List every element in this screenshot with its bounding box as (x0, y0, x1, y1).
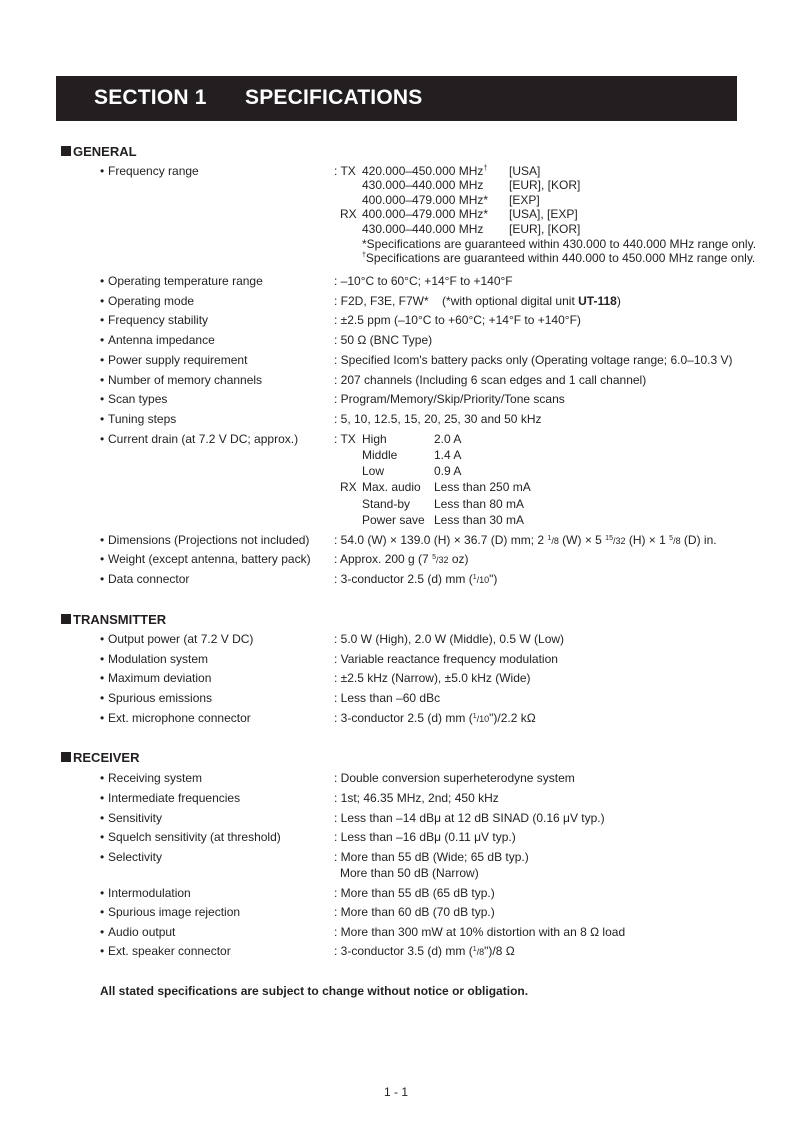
spec-value: : F2D, F3E, F7W* (*with optional digital unit UT-118) (334, 294, 621, 308)
spec-label-weight: • Weight (except antenna, battery pack) (100, 552, 311, 566)
spec-value: : 1st; 46.35 MHz, 2nd; 450 kHz (334, 791, 499, 805)
spec-value: : More than 55 dB (65 dB typ.) (334, 886, 495, 900)
spec-label: • Power supply requirement (100, 353, 248, 367)
transmitter-heading: TRANSMITTER (61, 611, 166, 627)
spec-value: : 5.0 W (High), 2.0 W (Middle), 0.5 W (Low) (334, 632, 565, 646)
spec-label: • Sensitivity (100, 811, 163, 825)
freq-value: 400.000–479.000 MHz* (362, 193, 489, 207)
spec-label: • Output power (at 7.2 V DC) (100, 632, 254, 646)
spec-label-frequency-range: • Frequency range (100, 164, 199, 178)
section-number: SECTION 1 (94, 86, 207, 109)
spec-value: : 207 channels (Including 6 scan edges and 1 call channel) (334, 373, 647, 387)
spec-value-data-connector: : 3-conductor 2.5 (d) mm ($^1$/10") (334, 572, 498, 586)
spec-value: : ±2.5 ppm (–10°C to +60°C; +14°F to +140°F) (334, 313, 581, 327)
receiver-heading: RECEIVER (61, 749, 139, 765)
freq-region: [EXP] (509, 193, 540, 207)
spec-label: • Frequency stability (100, 313, 209, 327)
spec-value: : More than 60 dB (70 dB typ.) (334, 905, 495, 919)
spec-label: • Squelch sensitivity (at threshold) (100, 830, 281, 844)
spec-label-dimensions: • Dimensions (Projections not included) (100, 533, 310, 547)
section-header-bar (56, 76, 737, 121)
spec-value: : Less than –16 dBμ (0.11 μV typ.) (334, 830, 516, 844)
square-bullet-icon (61, 146, 71, 156)
spec-value: : 50 Ω (BNC Type) (334, 333, 433, 347)
spec-value: : Specified Icom's battery packs only (Operating voltage range; 6.0–10.3 V) (334, 353, 733, 367)
spec-label: • Spurious image rejection (100, 905, 241, 919)
page-number: 1 - 1 (384, 1085, 409, 1099)
spec-label-current-drain: • Current drain (at 7.2 V DC; approx.) (100, 432, 299, 446)
spec-value-mic-connector: : 3-conductor 2.5 (d) mm ($^1$/10")/2.2 kΩ (334, 711, 536, 725)
freq-value: 420.000–450.000 MHz† (362, 164, 488, 178)
spec-label: • Modulation system (100, 652, 209, 666)
spec-value: : Less than –14 dBμ at 12 dB SINAD (0.16 μV typ.) (334, 811, 605, 825)
spec-label: • Receiving system (100, 771, 203, 785)
spec-label-speaker-connector: • Ext. speaker connector (100, 944, 231, 958)
spec-label: • Antenna impedance (100, 333, 215, 347)
general-heading: GENERAL (61, 143, 137, 159)
spec-value-speaker-connector: : 3-conductor 3.5 (d) mm ($^1$/8")/8 Ω (334, 944, 515, 958)
freq-value: 430.000–440.000 MHz (362, 222, 484, 236)
square-bullet-icon (61, 752, 71, 762)
spec-value: : Double conversion superheterodyne system (334, 771, 575, 785)
spec-value: : Less than –60 dBc (334, 691, 441, 705)
spec-label: • Intermediate frequencies (100, 791, 241, 805)
freq-prefix: : TX (334, 164, 356, 178)
spec-label-mic-connector: • Ext. microphone connector (100, 711, 251, 725)
spec-label: • Maximum deviation (100, 671, 212, 685)
spec-value: : Variable reactance frequency modulation (334, 652, 558, 666)
spec-value: : More than 55 dB (Wide; 65 dB typ.) (334, 850, 529, 864)
spec-value-weight: : Approx. 200 g (7 $^5$/32 oz) (334, 552, 469, 566)
freq-region: [USA] (509, 164, 541, 178)
freq-value: 400.000–479.000 MHz* (362, 207, 489, 221)
freq-value: 430.000–440.000 MHz (362, 178, 484, 192)
freq-footnote: †Specifications are guaranteed within 440.000 to 450.000 MHz range only. (362, 251, 756, 265)
spec-label: • Audio output (100, 925, 176, 939)
spec-value: : Program/Memory/Skip/Priority/Tone scans (334, 392, 565, 406)
spec-label: • Tuning steps (100, 412, 177, 426)
spec-label: • Operating mode (100, 294, 195, 308)
spec-label: • Spurious emissions (100, 691, 213, 705)
freq-region: [EUR], [KOR] (509, 178, 581, 192)
spec-label: • Number of memory channels (100, 373, 263, 387)
spec-value: : More than 300 mW at 10% distortion with an 8 Ω load (334, 925, 626, 939)
spec-value-continued: More than 50 dB (Narrow) (340, 866, 479, 880)
freq-region: [EUR], [KOR] (509, 222, 581, 236)
spec-value: : 5, 10, 12.5, 15, 20, 25, 30 and 50 kHz (334, 412, 542, 426)
spec-value: : ±2.5 kHz (Narrow), ±5.0 kHz (Wide) (334, 671, 531, 685)
spec-label: • Scan types (100, 392, 168, 406)
disclaimer-note: All stated specifications are subject to change without notice or obligation. (100, 984, 529, 998)
spec-value: : –10°C to 60°C; +14°F to +140°F (334, 274, 513, 288)
section-title: SPECIFICATIONS (245, 86, 423, 109)
square-bullet-icon (61, 614, 71, 624)
spec-label: • Selectivity (100, 850, 163, 864)
freq-prefix: RX (340, 207, 357, 221)
freq-region: [USA], [EXP] (509, 207, 578, 221)
spec-label-data-connector: • Data connector (100, 572, 190, 586)
spec-label: • Operating temperature range (100, 274, 263, 288)
spec-value-dimensions: : 54.0 (W) × 139.0 (H) × 36.7 (D) mm; 2 $^1$/8 (W) × 5 $^{15}$/32 (H) × 1 $^5$/8 (D) in. (334, 533, 717, 547)
freq-footnote: *Specifications are guaranteed within 430.000 to 440.000 MHz range only. (362, 237, 757, 251)
spec-label: • Intermodulation (100, 886, 191, 900)
